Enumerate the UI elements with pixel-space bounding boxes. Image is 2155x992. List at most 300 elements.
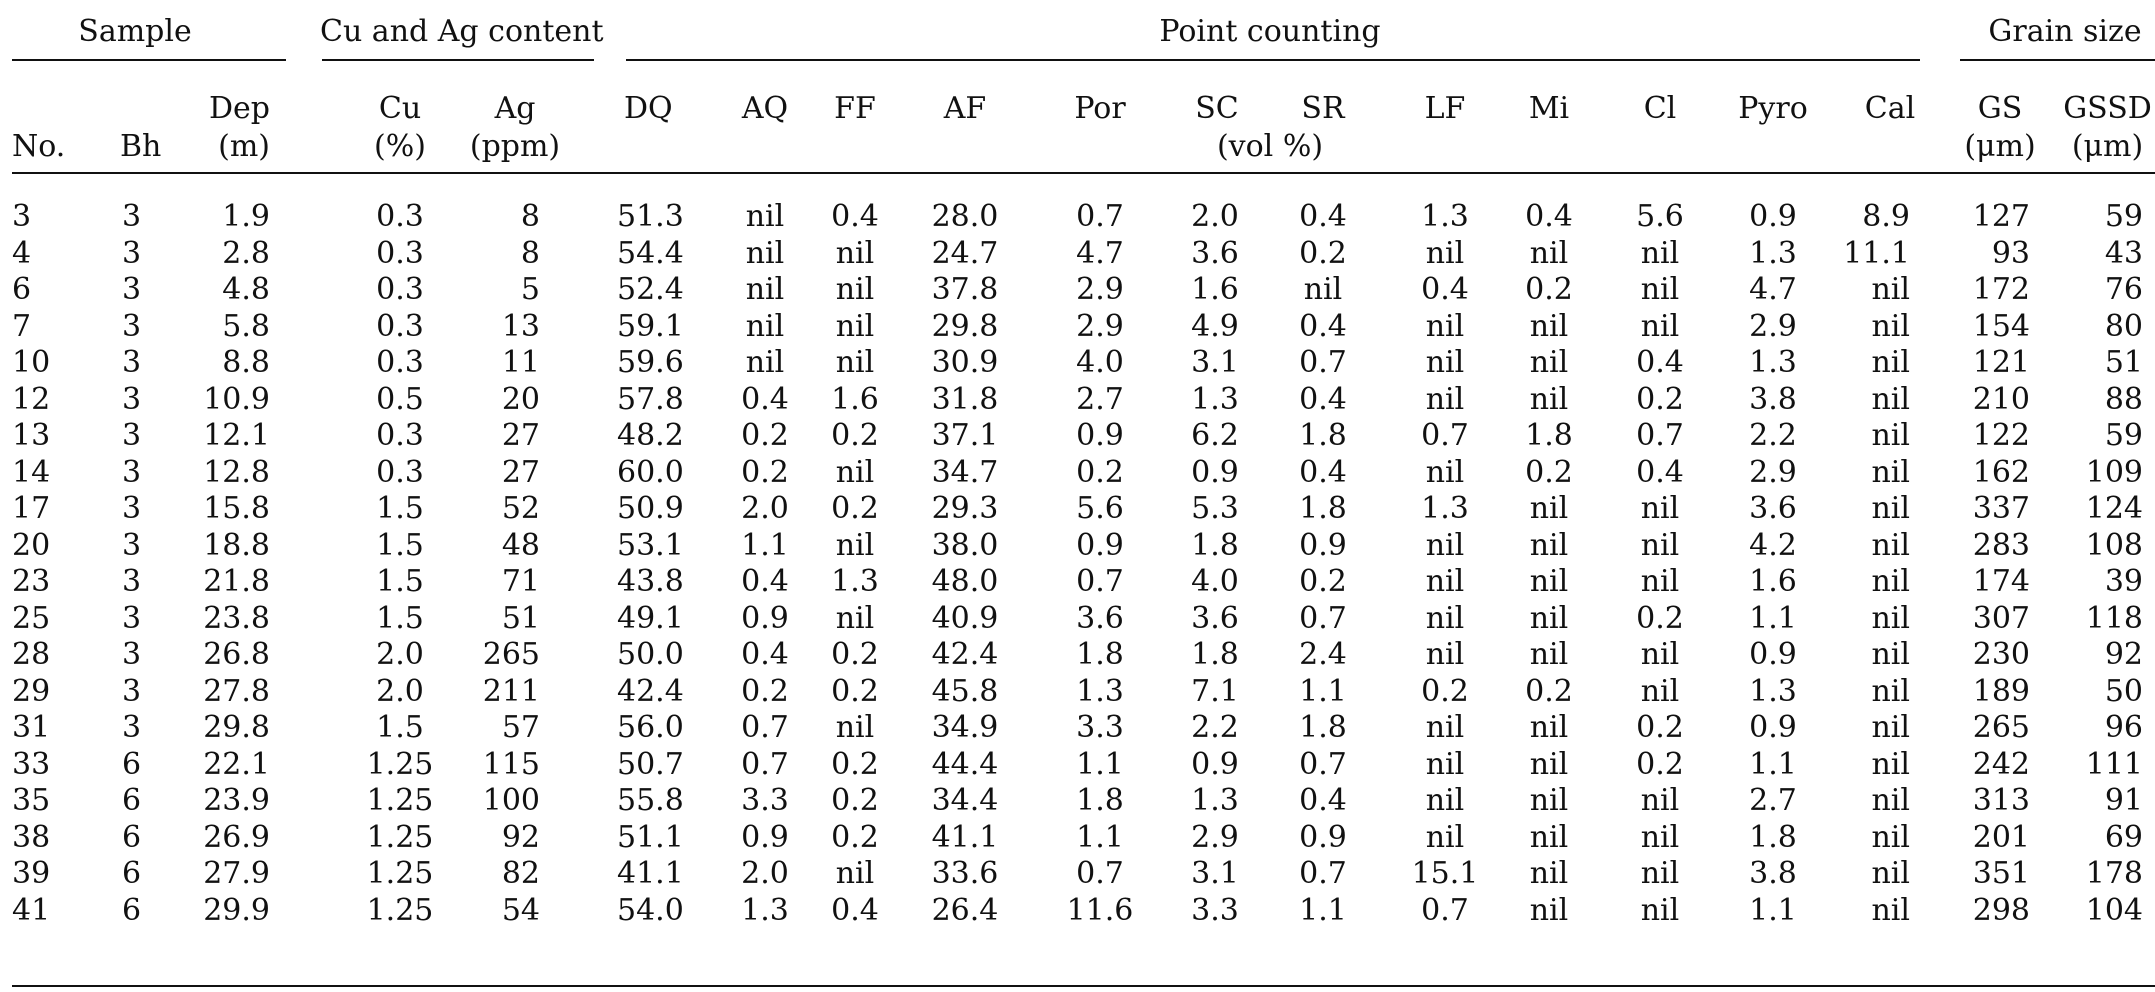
cell-mi: nil xyxy=(1529,637,1569,672)
cell-cl: nil xyxy=(1640,892,1680,928)
cell-sc: 0.9 xyxy=(1191,746,1239,782)
cell-bh: 3 xyxy=(122,673,142,709)
cell-sr: 2.4 xyxy=(1299,637,1347,672)
cell-ag: 27 xyxy=(501,418,540,453)
cell-gs: 283 xyxy=(1972,527,2030,563)
cell-dq: 50.9 xyxy=(617,491,684,526)
cell-cal: nil xyxy=(1871,308,1910,344)
cell-por: 1.3 xyxy=(1076,673,1124,709)
cell-af: 45.8 xyxy=(931,673,999,709)
cell-dep: 21.8 xyxy=(203,564,270,599)
cell-gssd: 59 xyxy=(2104,418,2143,453)
group-rule-cu-ag xyxy=(322,59,594,61)
cell-dep: 2.8 xyxy=(222,235,270,271)
cell-por: 1.8 xyxy=(1076,783,1124,818)
cell-dq: 54.4 xyxy=(617,235,684,271)
cell-pyro: 1.6 xyxy=(1749,564,1797,599)
cell-dq: 48.2 xyxy=(617,418,684,453)
table-row xyxy=(0,783,2155,820)
cell-gssd: 88 xyxy=(2104,381,2143,417)
cell-ag: 57 xyxy=(501,710,540,745)
cell-sc: 1.8 xyxy=(1191,637,1239,672)
cell-no: 23 xyxy=(12,564,51,599)
cell-bh: 3 xyxy=(122,345,142,380)
cell-sr: 0.9 xyxy=(1299,527,1347,563)
cell-aq: 1.3 xyxy=(741,892,789,928)
cell-dep: 29.8 xyxy=(203,710,270,745)
cell-cu: 1.5 xyxy=(376,527,424,563)
cell-cu: 1.25 xyxy=(366,819,434,855)
table-body xyxy=(0,199,2155,929)
cell-sc: 5.3 xyxy=(1191,491,1239,526)
cell-af: 34.7 xyxy=(931,454,999,490)
cell-cl: 5.6 xyxy=(1636,199,1684,234)
cell-pyro: 1.8 xyxy=(1749,819,1797,855)
cell-dq: 49.1 xyxy=(617,600,684,636)
cell-ag: 71 xyxy=(501,564,540,599)
cell-aq: 0.7 xyxy=(741,710,789,745)
cell-mi: nil xyxy=(1529,381,1569,417)
cell-por: 0.9 xyxy=(1076,418,1124,453)
cell-mi: nil xyxy=(1529,600,1569,636)
cell-ag: 5 xyxy=(520,272,540,307)
cell-pyro: 3.6 xyxy=(1749,491,1797,526)
cell-dq: 51.1 xyxy=(617,819,684,855)
cell-mi: 1.8 xyxy=(1525,418,1573,453)
cell-af: 26.4 xyxy=(931,892,999,928)
cell-lf: nil xyxy=(1425,564,1465,599)
cell-cu: 0.3 xyxy=(376,199,424,234)
cell-cl: nil xyxy=(1640,564,1680,599)
cell-cl: nil xyxy=(1640,856,1680,891)
cell-aq: 0.2 xyxy=(741,418,789,453)
cell-pyro: 4.2 xyxy=(1749,527,1797,563)
cell-dq: 57.8 xyxy=(617,381,684,417)
cell-cal: nil xyxy=(1871,783,1910,818)
column-header-ag: Ag xyxy=(494,91,536,126)
cell-cu: 0.3 xyxy=(376,345,424,380)
cell-no: 12 xyxy=(12,381,51,417)
cell-gs: 154 xyxy=(1972,308,2030,344)
cell-por: 4.7 xyxy=(1076,235,1124,271)
cell-cal: nil xyxy=(1871,381,1910,417)
cell-sr: 0.4 xyxy=(1299,308,1347,344)
cell-cl: 0.4 xyxy=(1636,454,1684,490)
column-header-af: AF xyxy=(943,91,987,126)
cell-lf: nil xyxy=(1425,454,1465,490)
cell-no: 33 xyxy=(12,746,51,782)
cell-pyro: 1.3 xyxy=(1749,673,1797,709)
cell-por: 5.6 xyxy=(1076,491,1124,526)
cell-sr: 0.4 xyxy=(1299,381,1347,417)
cell-cal: nil xyxy=(1871,746,1910,782)
cell-cal: nil xyxy=(1871,272,1910,307)
column-header-gssd-unit: (μm) xyxy=(2071,129,2144,164)
column-header-pyro: Pyro xyxy=(1738,91,1808,126)
cell-sr: 0.2 xyxy=(1299,564,1347,599)
cell-pyro: 1.3 xyxy=(1749,345,1797,380)
cell-ff: 0.4 xyxy=(831,892,879,928)
cell-dq: 51.3 xyxy=(617,199,684,234)
cell-sc: 1.6 xyxy=(1191,272,1239,307)
group-rule-grain-size xyxy=(1960,59,2155,61)
table-row xyxy=(0,674,2155,711)
cell-af: 28.0 xyxy=(931,199,999,234)
cell-dq: 56.0 xyxy=(617,710,684,745)
cell-sr: 1.8 xyxy=(1299,418,1347,453)
cell-mi: nil xyxy=(1529,819,1569,855)
cell-cl: 0.4 xyxy=(1636,345,1684,380)
cell-dep: 27.9 xyxy=(203,856,270,891)
group-header-grain-size: Grain size xyxy=(1988,14,2142,49)
cell-ag: 92 xyxy=(501,819,540,855)
cell-gssd: 39 xyxy=(2104,564,2143,599)
cell-sr: 0.7 xyxy=(1299,345,1347,380)
cell-no: 3 xyxy=(12,199,32,234)
column-header-cal: Cal xyxy=(1864,91,1916,126)
cell-no: 38 xyxy=(12,819,51,855)
cell-af: 37.1 xyxy=(931,418,999,453)
cell-af: 44.4 xyxy=(931,746,999,782)
cell-ag: 51 xyxy=(501,600,540,636)
cell-cu: 1.25 xyxy=(366,856,434,891)
cell-gs: 313 xyxy=(1972,783,2030,818)
cell-bh: 3 xyxy=(122,637,142,672)
table-row xyxy=(0,747,2155,784)
cell-dq: 55.8 xyxy=(617,783,684,818)
cell-sc: 2.2 xyxy=(1191,710,1239,745)
cell-gssd: 108 xyxy=(2085,527,2143,563)
cell-ff: nil xyxy=(835,454,875,490)
cell-cal: nil xyxy=(1871,418,1910,453)
cell-gssd: 96 xyxy=(2104,710,2143,745)
cell-sc: 2.9 xyxy=(1191,819,1239,855)
cell-gs: 210 xyxy=(1972,381,2030,417)
table-row xyxy=(0,528,2155,565)
cell-dq: 59.6 xyxy=(617,345,684,380)
cell-sc: 1.8 xyxy=(1191,527,1239,563)
cell-ff: 0.2 xyxy=(831,783,879,818)
cell-bh: 3 xyxy=(122,600,142,636)
cell-af: 34.4 xyxy=(931,783,999,818)
cell-lf: nil xyxy=(1425,235,1465,271)
cell-lf: 1.3 xyxy=(1421,491,1469,526)
cell-bh: 3 xyxy=(122,491,142,526)
cell-lf: nil xyxy=(1425,381,1465,417)
cell-por: 0.2 xyxy=(1076,454,1124,490)
column-header-dq: DQ xyxy=(624,91,673,126)
cell-dep: 5.8 xyxy=(222,308,270,344)
cell-dq: 60.0 xyxy=(617,454,684,490)
cell-ff: 0.2 xyxy=(831,746,879,782)
cell-af: 41.1 xyxy=(931,819,999,855)
cell-gs: 189 xyxy=(1972,673,2030,709)
cell-ag: 20 xyxy=(501,381,540,417)
cell-aq: 0.4 xyxy=(741,564,789,599)
cell-dep: 4.8 xyxy=(222,272,270,307)
cell-gs: 121 xyxy=(1972,345,2030,380)
cell-por: 4.0 xyxy=(1076,345,1124,380)
cell-cu: 1.25 xyxy=(366,783,434,818)
cell-ag: 11 xyxy=(501,345,540,380)
cell-no: 41 xyxy=(12,892,51,928)
group-header-sample: Sample xyxy=(78,14,192,49)
cell-bh: 6 xyxy=(122,892,142,928)
table-row xyxy=(0,491,2155,528)
cell-gs: 122 xyxy=(1972,418,2030,453)
cell-por: 2.7 xyxy=(1076,381,1124,417)
cell-cal: nil xyxy=(1871,637,1910,672)
cell-aq: nil xyxy=(745,345,785,380)
cell-dep: 10.9 xyxy=(203,381,270,417)
cell-aq: nil xyxy=(745,235,785,271)
cell-af: 29.3 xyxy=(931,491,999,526)
column-header-cl: Cl xyxy=(1643,91,1677,126)
column-header-ff: FF xyxy=(834,91,876,126)
cell-sc: 1.3 xyxy=(1191,783,1239,818)
cell-lf: 0.4 xyxy=(1421,272,1469,307)
table-row xyxy=(0,382,2155,419)
cell-ff: nil xyxy=(835,710,875,745)
cell-no: 20 xyxy=(12,527,51,563)
cell-cal: nil xyxy=(1871,527,1910,563)
cell-gs: 230 xyxy=(1972,637,2030,672)
cell-mi: nil xyxy=(1529,746,1569,782)
cell-ff: 0.2 xyxy=(831,418,879,453)
cell-sr: 0.7 xyxy=(1299,746,1347,782)
cell-sr: 0.4 xyxy=(1299,454,1347,490)
cell-por: 2.9 xyxy=(1076,308,1124,344)
cell-ag: 100 xyxy=(482,783,540,818)
cell-bh: 3 xyxy=(122,527,142,563)
cell-lf: 1.3 xyxy=(1421,199,1469,234)
cell-gssd: 178 xyxy=(2085,856,2143,891)
cell-aq: 0.9 xyxy=(741,819,789,855)
cell-ag: 27 xyxy=(501,454,540,490)
cell-sc: 3.6 xyxy=(1191,235,1239,271)
cell-dq: 42.4 xyxy=(617,673,684,709)
cell-dq: 54.0 xyxy=(617,892,684,928)
cell-ag: 52 xyxy=(501,491,540,526)
cell-sr: 0.4 xyxy=(1299,199,1347,234)
cell-gs: 298 xyxy=(1972,892,2030,928)
table-row xyxy=(0,893,2155,930)
column-header-sr: SR xyxy=(1301,91,1345,126)
cell-pyro: 0.9 xyxy=(1749,637,1797,672)
cell-gs: 172 xyxy=(1972,272,2030,307)
cell-gssd: 124 xyxy=(2085,491,2143,526)
column-header-gs: GS xyxy=(1977,91,2023,126)
cell-por: 3.6 xyxy=(1076,600,1124,636)
cell-cal: nil xyxy=(1871,345,1910,380)
column-header-dep: Dep xyxy=(208,91,270,126)
cell-sc: 3.3 xyxy=(1191,892,1239,928)
cell-cu: 2.0 xyxy=(376,673,424,709)
table-row xyxy=(0,601,2155,638)
cell-cu: 0.3 xyxy=(376,454,424,490)
cell-no: 28 xyxy=(12,637,51,672)
cell-por: 2.9 xyxy=(1076,272,1124,307)
cell-af: 33.6 xyxy=(931,856,999,891)
cell-mi: nil xyxy=(1529,235,1569,271)
cell-dep: 23.8 xyxy=(203,600,270,636)
cell-cal: nil xyxy=(1871,491,1910,526)
cell-lf: nil xyxy=(1425,600,1465,636)
column-header-lf: LF xyxy=(1424,91,1466,126)
cell-cl: nil xyxy=(1640,673,1680,709)
cell-sr: 0.4 xyxy=(1299,783,1347,818)
cell-lf: nil xyxy=(1425,308,1465,344)
cell-ff: 0.2 xyxy=(831,819,879,855)
cell-mi: 0.2 xyxy=(1525,673,1573,709)
cell-gssd: 118 xyxy=(2085,600,2143,636)
cell-gssd: 92 xyxy=(2104,637,2143,672)
cell-mi: nil xyxy=(1529,527,1569,563)
cell-ff: 0.2 xyxy=(831,637,879,672)
cell-aq: nil xyxy=(745,199,785,234)
table-row xyxy=(0,455,2155,492)
cell-por: 0.7 xyxy=(1076,856,1124,891)
cell-bh: 3 xyxy=(122,199,142,234)
cell-ff: nil xyxy=(835,600,875,636)
cell-sc: 3.1 xyxy=(1191,856,1239,891)
cell-no: 7 xyxy=(12,308,32,344)
cell-dep: 12.8 xyxy=(203,454,270,490)
cell-cal: nil xyxy=(1871,454,1910,490)
cell-bh: 6 xyxy=(122,819,142,855)
cell-ff: nil xyxy=(835,856,875,891)
table-row xyxy=(0,564,2155,601)
cell-gssd: 109 xyxy=(2085,454,2143,490)
cell-ff: nil xyxy=(835,308,875,344)
cell-gs: 93 xyxy=(1991,235,2030,271)
cell-ag: 211 xyxy=(482,673,540,709)
cell-sc: 7.1 xyxy=(1191,673,1239,709)
cell-sc: 4.9 xyxy=(1191,308,1239,344)
cell-por: 1.1 xyxy=(1076,819,1124,855)
table-row xyxy=(0,345,2155,382)
cell-lf: nil xyxy=(1425,345,1465,380)
cell-cu: 1.5 xyxy=(376,491,424,526)
cell-gs: 174 xyxy=(1972,564,2030,599)
cell-af: 29.8 xyxy=(931,308,999,344)
cell-cal: nil xyxy=(1871,892,1910,928)
cell-ff: nil xyxy=(835,345,875,380)
cell-cl: 0.2 xyxy=(1636,600,1684,636)
cell-no: 29 xyxy=(12,673,51,709)
group-header-point-counting: Point counting xyxy=(1159,14,1381,49)
cell-aq: 0.4 xyxy=(741,381,789,417)
cell-mi: nil xyxy=(1529,710,1569,745)
cell-cal: 8.9 xyxy=(1862,199,1910,234)
cell-cal: nil xyxy=(1871,673,1910,709)
cell-ag: 8 xyxy=(520,199,540,234)
cell-cu: 1.5 xyxy=(376,564,424,599)
cell-cl: 0.2 xyxy=(1636,746,1684,782)
cell-ag: 265 xyxy=(482,637,540,672)
cell-mi: 0.4 xyxy=(1525,199,1573,234)
cell-por: 1.8 xyxy=(1076,637,1124,672)
cell-no: 13 xyxy=(12,418,51,453)
cell-ff: nil xyxy=(835,272,875,307)
cell-dq: 41.1 xyxy=(617,856,684,891)
column-header-aq: AQ xyxy=(741,91,789,126)
column-header-gs-unit: (μm) xyxy=(1964,129,2036,164)
cell-ff: nil xyxy=(835,235,875,271)
column-header-ag-unit: (ppm) xyxy=(469,129,561,164)
cell-bh: 6 xyxy=(122,783,142,818)
cell-sr: 1.8 xyxy=(1299,710,1347,745)
cell-dep: 26.8 xyxy=(203,637,270,672)
table-row xyxy=(0,236,2155,273)
cell-pyro: 1.1 xyxy=(1749,892,1797,928)
cell-af: 30.9 xyxy=(931,345,999,380)
cell-cal: nil xyxy=(1871,564,1910,599)
cell-gssd: 104 xyxy=(2085,892,2143,928)
cell-cl: nil xyxy=(1640,308,1680,344)
cell-ff: 0.2 xyxy=(831,673,879,709)
cell-pyro: 0.9 xyxy=(1749,710,1797,745)
cell-no: 25 xyxy=(12,600,51,636)
cell-dep: 22.1 xyxy=(203,746,270,782)
cell-dq: 50.0 xyxy=(617,637,684,672)
cell-no: 14 xyxy=(12,454,51,490)
cell-af: 34.9 xyxy=(931,710,999,745)
cell-lf: nil xyxy=(1425,527,1465,563)
cell-por: 0.9 xyxy=(1076,527,1124,563)
cell-cu: 0.3 xyxy=(376,308,424,344)
cell-bh: 3 xyxy=(122,381,142,417)
cell-dep: 15.8 xyxy=(203,491,270,526)
cell-bh: 3 xyxy=(122,564,142,599)
cell-sc: 1.3 xyxy=(1191,381,1239,417)
cell-pyro: 2.7 xyxy=(1749,783,1797,818)
cell-bh: 6 xyxy=(122,746,142,782)
cell-dep: 18.8 xyxy=(203,527,270,563)
column-header-no: No. xyxy=(12,129,66,164)
cell-cu: 1.25 xyxy=(366,746,434,782)
cell-gssd: 50 xyxy=(2104,673,2143,709)
cell-mi: nil xyxy=(1529,892,1569,928)
cell-gs: 127 xyxy=(1972,199,2030,234)
cell-ff: nil xyxy=(835,527,875,563)
cell-por: 11.6 xyxy=(1066,892,1134,928)
cell-ff: 0.4 xyxy=(831,199,879,234)
column-header-cu: Cu xyxy=(378,91,422,126)
cell-aq: nil xyxy=(745,308,785,344)
cell-ag: 54 xyxy=(501,892,540,928)
cell-sc: 4.0 xyxy=(1191,564,1239,599)
cell-cl: nil xyxy=(1640,637,1680,672)
cell-gssd: 91 xyxy=(2104,783,2143,818)
cell-pyro: 1.1 xyxy=(1749,600,1797,636)
column-header-mi: Mi xyxy=(1528,91,1570,126)
cell-cl: nil xyxy=(1640,819,1680,855)
cell-gs: 162 xyxy=(1972,454,2030,490)
cell-ag: 82 xyxy=(501,856,540,891)
cell-lf: 0.2 xyxy=(1421,673,1469,709)
cell-af: 24.7 xyxy=(931,235,999,271)
cell-af: 42.4 xyxy=(931,637,999,672)
cell-gssd: 76 xyxy=(2104,272,2143,307)
table-row xyxy=(0,309,2155,346)
column-header-dep-unit: (m) xyxy=(218,129,270,164)
cell-ag: 8 xyxy=(520,235,540,271)
cell-aq: 0.4 xyxy=(741,637,789,672)
cell-pyro: 2.9 xyxy=(1749,454,1797,490)
cell-pyro: 3.8 xyxy=(1749,381,1797,417)
cell-no: 17 xyxy=(12,491,51,526)
